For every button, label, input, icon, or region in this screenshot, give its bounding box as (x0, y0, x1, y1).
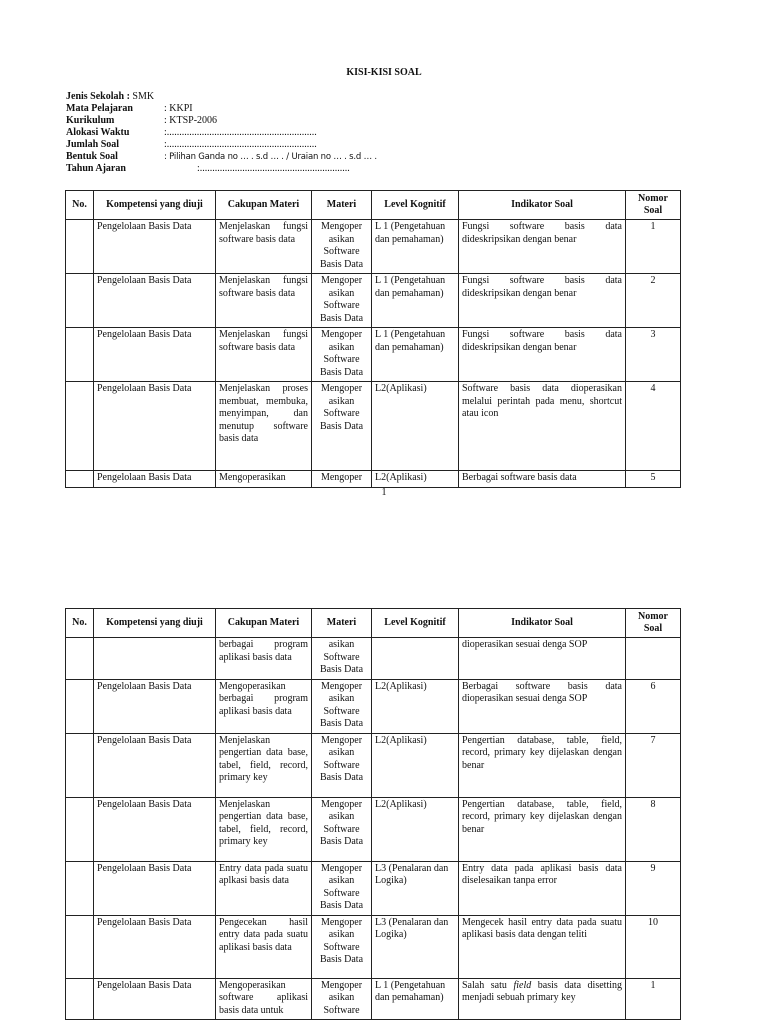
cell-level-kognitif: L2(Aplikasi) (372, 733, 459, 797)
page-title: KISI-KISI SOAL (346, 67, 422, 78)
header-kompetensi: Kompetensi yang diuji (94, 609, 216, 638)
cell-cakupan-materi: Pengecekan hasil entry data pada suatu aplikasi basis data (216, 915, 312, 978)
cell-cakupan-materi: berbagai program aplikasi basis data (216, 638, 312, 680)
cell-nomor-soal: 7 (626, 733, 681, 797)
materi-line: Mengoper (320, 329, 363, 340)
cell-level-kognitif: L2(Aplikasi) (372, 382, 459, 471)
header-no: No. (66, 191, 94, 220)
materi-line: Software (323, 941, 360, 953)
meta-value: : KTSP-2006 (164, 115, 218, 126)
cell-cakupan-materi: Menjelaskan fungsi software basis data (216, 328, 312, 382)
meta-label: Jumlah Soal (66, 139, 120, 150)
materi-line: Software (323, 408, 360, 419)
materi-line: Basis Data (319, 900, 364, 911)
cell-kompetensi: Pengelolaan Basis Data (94, 797, 216, 861)
cell-kompetensi: Pengelolaan Basis Data (94, 328, 216, 382)
table-row (66, 733, 681, 797)
document-meta (66, 91, 566, 175)
cell-no (66, 861, 94, 915)
table-row (66, 638, 681, 680)
cell-nomor-soal: 4 (626, 382, 681, 471)
meta-label: Jenis Sekolah : (66, 91, 130, 102)
materi-line: asikan (328, 875, 355, 886)
cell-kompetensi: Pengelolaan Basis Data (94, 679, 216, 733)
cell-materi (312, 274, 372, 328)
cell-materi (312, 915, 372, 978)
materi-line: Software (323, 1004, 360, 1016)
meta-label: Bentuk Soal (66, 151, 118, 162)
materi-line: Mengoper (320, 862, 363, 874)
cell-level-kognitif: L3 (Penalaran dan Logika) (372, 915, 459, 978)
cell-indikator-soal: Fungsi software basis data dideskripsikan dengan benar (459, 274, 626, 328)
header-level-kognitif: Level Kognitif (372, 191, 459, 220)
cell-no (66, 274, 94, 328)
cell-cakupan-materi: Menjelaskan pengertian data base, tabel, field, record, primary key (216, 733, 312, 797)
header-kompetensi: Kompetensi yang diuji (94, 191, 216, 220)
materi-line: Software (323, 823, 360, 835)
header-nomor-line: Nomor (638, 192, 668, 204)
header-nomor-soal (626, 191, 681, 220)
cell-cakupan-materi: Entry data pada suatu aplkasi basis data (216, 861, 312, 915)
cell-materi (312, 861, 372, 915)
materi-line: Mengoper (320, 916, 363, 928)
cell-cakupan-materi: Mengoperasikan (216, 471, 312, 488)
cell-indikator-soal (459, 978, 626, 1020)
cell-level-kognitif: L3 (Penalaran dan Logika) (372, 861, 459, 915)
materi-line: Basis Data (319, 772, 364, 783)
cell-level-kognitif: L 1 (Pengetahuan dan pemahaman) (372, 328, 459, 382)
meta-label: Alokasi Waktu (66, 127, 130, 138)
cell-nomor-soal: 10 (626, 915, 681, 978)
cell-kompetensi: Pengelolaan Basis Data (94, 220, 216, 274)
table-row (66, 220, 681, 274)
cell-no (66, 382, 94, 471)
cell-kompetensi: Pengelolaan Basis Data (94, 978, 216, 1020)
materi-line: Mengoper (320, 275, 363, 286)
cell-level-kognitif: L 1 (Pengetahuan dan pemahaman) (372, 978, 459, 1020)
cell-indikator-soal: Pengertian database, table, field, record, primary key dijelaskan dengan benar (459, 797, 626, 861)
table-row (66, 861, 681, 915)
meta-label: Kurikulum (66, 115, 115, 126)
materi-line: asikan (328, 639, 355, 650)
cell-indikator-soal: Berbagai software basis data (459, 471, 626, 488)
header-level-kognitif: Level Kognitif (372, 609, 459, 638)
cell-kompetensi: Pengelolaan Basis Data (94, 382, 216, 471)
table-row (66, 915, 681, 978)
meta-mata-pelajaran (66, 103, 566, 115)
meta-value: :............................................................ (164, 139, 317, 150)
indikator-field-emphasis: field (513, 979, 532, 991)
cell-indikator-soal: dioperasikan sesuai denga SOP (459, 638, 626, 680)
cell-materi (312, 471, 372, 488)
header-indikator-soal: Indikator Soal (459, 191, 626, 220)
cell-materi (312, 638, 372, 680)
cell-materi (312, 220, 372, 274)
materi-line: Mengoper (320, 798, 363, 810)
cell-nomor-soal: 1 (626, 978, 681, 1020)
header-indikator-soal: Indikator Soal (459, 609, 626, 638)
cell-level-kognitif (372, 638, 459, 680)
materi-line: asikan (328, 395, 355, 407)
table-header-row (66, 609, 681, 638)
meta-value: : Pilihan Ganda no … . s.d … . / Uraian no … . s.d … . (164, 152, 377, 162)
cell-indikator-soal: Pengertian database, table, field, record, primary key dijelaskan dengan benar (459, 733, 626, 797)
materi-line: Mengoper (320, 383, 363, 394)
cell-kompetensi: Pengelolaan Basis Data (94, 471, 216, 488)
cell-no (66, 733, 94, 797)
cell-indikator-soal: Software basis data dioperasikan melalui perintah pada menu, shortcut atau icon (459, 382, 626, 471)
meta-value: : KKPI (164, 103, 193, 114)
cell-cakupan-materi: Menjelaskan proses membuat, membuka, menyimpan, dan menutup software basis data (216, 382, 312, 471)
table-row (66, 471, 681, 488)
materi-line: asikan (328, 747, 355, 758)
cell-nomor-soal: 9 (626, 861, 681, 915)
cell-indikator-soal: Fungsi software basis data dideskripsikan dengan benar (459, 220, 626, 274)
materi-line: asikan (328, 992, 355, 1003)
cell-nomor-soal: 6 (626, 679, 681, 733)
cell-kompetensi: Pengelolaan Basis Data (94, 733, 216, 797)
cell-materi (312, 328, 372, 382)
meta-label: Tahun Ajaran (66, 163, 126, 174)
materi-line: Software (323, 246, 360, 257)
materi-line: Basis Data (319, 312, 364, 324)
cell-cakupan-materi: Mengoperasikan berbagai program aplikasi basis data (216, 679, 312, 733)
indikator-text: basis data disetting menjadi sebuah primary key (462, 979, 623, 1003)
materi-line: Software (323, 354, 360, 365)
cell-no (66, 679, 94, 733)
materi-line: asikan (328, 693, 355, 704)
cell-indikator-soal: Berbagai software basis data dioperasikan sesuai denga SOP (459, 679, 626, 733)
meta-jumlah-soal (66, 139, 566, 151)
meta-value: :............................................................ (164, 127, 317, 138)
cell-materi (312, 382, 372, 471)
table-header-row (66, 191, 681, 220)
cell-kompetensi: Pengelolaan Basis Data (94, 274, 216, 328)
cell-cakupan-materi: Menjelaskan fungsi software basis data (216, 274, 312, 328)
materi-line: Software (323, 300, 360, 311)
materi-line: Software (323, 887, 360, 899)
materi-line: Mengoper (320, 979, 363, 991)
cell-no (66, 638, 94, 680)
kisi-kisi-table-page-2 (65, 608, 681, 1020)
header-soal-line: Soal (643, 205, 663, 216)
meta-label: Mata Pelajaran (66, 103, 133, 114)
table-row (66, 978, 681, 1020)
cell-nomor-soal: 5 (626, 471, 681, 488)
materi-line: Basis Data (319, 836, 364, 847)
meta-value: SMK (132, 91, 155, 102)
materi-line: Software (323, 705, 360, 717)
materi-line: Software (323, 759, 360, 771)
cell-materi (312, 679, 372, 733)
cell-materi (312, 978, 372, 1020)
materi-line: asikan (328, 233, 355, 245)
cell-nomor-soal: 3 (626, 328, 681, 382)
cell-nomor-soal: 1 (626, 220, 681, 274)
materi-line: Mengoper (320, 734, 363, 746)
cell-level-kognitif: L 1 (Pengetahuan dan pemahaman) (372, 220, 459, 274)
header-soal-line: Soal (643, 623, 663, 634)
cell-level-kognitif: L2(Aplikasi) (372, 797, 459, 861)
materi-line: Basis Data (319, 420, 364, 432)
cell-cakupan-materi: Menjelaskan pengertian data base, tabel, field, record, primary key (216, 797, 312, 861)
cell-kompetensi: Pengelolaan Basis Data (94, 915, 216, 978)
cell-kompetensi (94, 638, 216, 680)
cell-kompetensi: Pengelolaan Basis Data (94, 861, 216, 915)
materi-line: Basis Data (319, 258, 364, 270)
cell-no (66, 915, 94, 978)
materi-line: Basis Data (319, 664, 364, 675)
cell-level-kognitif: L 1 (Pengetahuan dan pemahaman) (372, 274, 459, 328)
cell-no (66, 220, 94, 274)
meta-tahun-ajaran (66, 163, 566, 175)
cell-no (66, 471, 94, 488)
header-nomor-soal (626, 609, 681, 638)
table-row (66, 679, 681, 733)
kisi-kisi-table-page-1 (65, 190, 681, 488)
header-materi: Materi (312, 191, 372, 220)
materi-line: Mengoper (320, 221, 363, 232)
materi-line: asikan (328, 341, 355, 353)
materi-line: Software (323, 651, 360, 663)
header-cakupan-materi: Cakupan Materi (216, 609, 312, 638)
materi-line: Mengoper (320, 680, 363, 692)
cell-nomor-soal (626, 638, 681, 680)
meta-bentuk-soal (66, 151, 566, 163)
cell-indikator-soal: Fungsi software basis data dideskripsikan dengan benar (459, 328, 626, 382)
cell-cakupan-materi: Mengoperasikan software aplikasi basis data untuk (216, 978, 312, 1020)
materi-line: asikan (328, 287, 355, 299)
meta-value: :............................................................ (197, 163, 350, 174)
cell-indikator-soal: Mengecek hasil entry data pada suatu aplikasi basis data dengan teliti (459, 915, 626, 978)
header-nomor-line: Nomor (638, 610, 668, 622)
table-row (66, 274, 681, 328)
cell-indikator-soal: Entry data pada aplikasi basis data diselesaikan tanpa error (459, 861, 626, 915)
table-row (66, 382, 681, 471)
indikator-text: Salah satu (462, 979, 514, 991)
cell-cakupan-materi: Menjelaskan fungsi software basis data (216, 220, 312, 274)
cell-nomor-soal: 8 (626, 797, 681, 861)
header-no: No. (66, 609, 94, 638)
cell-materi (312, 797, 372, 861)
table-row (66, 328, 681, 382)
materi-line: Mengoper (320, 472, 363, 483)
cell-no (66, 328, 94, 382)
materi-line: Basis Data (319, 954, 364, 965)
meta-jenis-sekolah (66, 91, 566, 103)
materi-line: Basis Data (319, 718, 364, 729)
cell-no (66, 978, 94, 1020)
meta-alokasi-waktu (66, 127, 566, 139)
table-row (66, 797, 681, 861)
cell-no (66, 797, 94, 861)
materi-line: Basis Data (319, 366, 364, 378)
meta-kurikulum (66, 115, 566, 127)
cell-level-kognitif: L2(Aplikasi) (372, 679, 459, 733)
materi-line: asikan (328, 929, 355, 940)
page-number: 1 (381, 487, 387, 498)
cell-level-kognitif: L2(Aplikasi) (372, 471, 459, 488)
cell-nomor-soal: 2 (626, 274, 681, 328)
cell-materi (312, 733, 372, 797)
header-cakupan-materi: Cakupan Materi (216, 191, 312, 220)
materi-line: asikan (328, 811, 355, 822)
header-materi: Materi (312, 609, 372, 638)
